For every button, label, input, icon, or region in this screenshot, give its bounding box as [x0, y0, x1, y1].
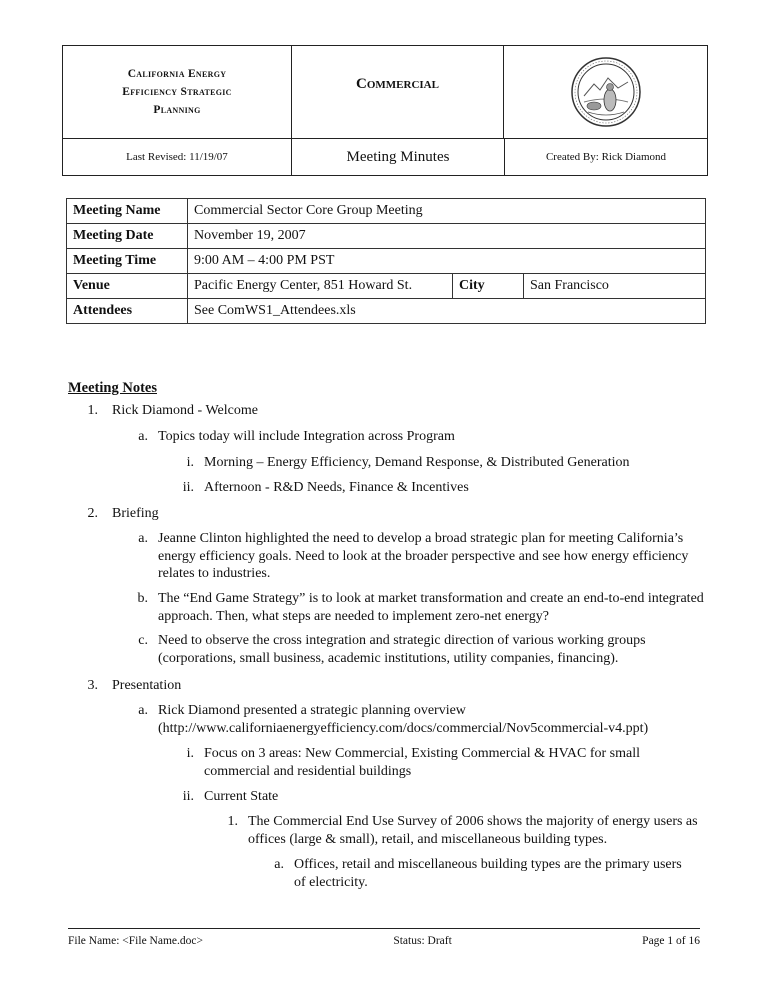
meeting-time-label: Meeting Time — [67, 249, 188, 274]
list-item-marker: 3. — [87, 678, 98, 693]
state-seal-icon — [570, 56, 642, 128]
list-item-marker: 1. — [227, 814, 238, 829]
footer-status: Status: Draft — [393, 935, 452, 947]
document-type: Meeting Minutes — [292, 139, 505, 175]
footer-file-name: File Name: <File Name.doc> — [68, 935, 203, 947]
table-row — [67, 299, 706, 324]
list-item: Rick Diamond - Welcome — [112, 403, 258, 418]
sector-title: Commercial — [292, 46, 504, 138]
venue-value: Pacific Energy Center, 851 Howard St. — [188, 274, 453, 299]
list-item-marker: b. — [137, 591, 148, 606]
list-item: The “End Game Strategy” is to look at market transformation and create an end-to-end integrated approach. Then, what steps are needed to implement zero-net energy? — [158, 591, 704, 624]
list-item: Presentation — [112, 678, 182, 693]
seal-cell — [504, 46, 707, 138]
list-item-marker: 2. — [87, 506, 98, 521]
list-item: Need to observe the cross integration and strategic direction of various working groups (corporations, small business, academic institutions, utility companies, financing). — [158, 633, 646, 666]
venue-label: Venue — [67, 274, 188, 299]
list-item-marker: a. — [138, 429, 148, 444]
list-item-marker: c. — [138, 633, 148, 648]
document-header — [62, 45, 708, 176]
meeting-name-label: Meeting Name — [67, 199, 188, 224]
list-item-marker: a. — [274, 857, 284, 872]
list-item: Current State — [204, 789, 279, 804]
table-row — [67, 274, 706, 299]
table-row — [67, 249, 706, 274]
meeting-notes — [68, 380, 708, 398]
last-revised: Last Revised: 11/19/07 — [63, 139, 292, 175]
meeting-date-label: Meeting Date — [67, 224, 188, 249]
list-item-marker: ii. — [182, 789, 194, 804]
list-item: Offices, retail and miscellaneous building types are the primary users of electricity. — [294, 857, 682, 890]
organization-title: California Energy Efficiency Strategic Planning — [63, 46, 292, 138]
table-row — [67, 224, 706, 249]
meeting-info-table — [66, 198, 706, 324]
list-item: Briefing — [112, 506, 159, 521]
list-item: Jeanne Clinton highlighted the need to develop a broad strategic plan for meeting California’s energy efficiency goals. Need to look at the broader perspective and see how energy efficiency relates to industries. — [158, 531, 689, 581]
attendees-label: Attendees — [67, 299, 188, 324]
created-by: Created By: Rick Diamond — [545, 151, 667, 163]
attendees-value: See ComWS1_Attendees.xls — [188, 299, 706, 324]
list-item-marker: a. — [138, 703, 148, 718]
notes-heading: Meeting Notes — [68, 380, 157, 396]
city-value: San Francisco — [524, 274, 706, 299]
list-item-marker: ii. — [182, 480, 194, 495]
list-item: The Commercial End Use Survey of 2006 shows the majority of energy users as offices (large & small), retail, and miscellaneous building types. — [248, 814, 698, 847]
list-item: Rick Diamond presented a strategic planning overview (http://www.californiaenergyefficiency.com/docs/commercial/Nov5commercial-v4.ppt) — [158, 703, 649, 736]
list-item: Morning – Energy Efficiency, Demand Response, & Distributed Generation — [204, 455, 630, 470]
meeting-date-value: November 19, 2007 — [188, 224, 706, 249]
table-row — [67, 199, 706, 224]
meeting-name-value: Commercial Sector Core Group Meeting — [188, 199, 706, 224]
list-item: Focus on 3 areas: New Commercial, Existing Commercial & HVAC for small commercial and residential buildings — [204, 746, 641, 779]
list-item: Afternoon - R&D Needs, Finance & Incentives — [204, 480, 469, 495]
footer-page-number: Page 1 of 16 — [642, 935, 700, 947]
list-item-marker: a. — [138, 531, 148, 546]
list-item: Topics today will include Integration across Program — [158, 429, 455, 444]
list-item-marker: i. — [186, 746, 194, 761]
list-item-marker: i. — [186, 455, 194, 470]
city-label: City — [453, 274, 524, 299]
list-item-marker: 1. — [87, 403, 98, 418]
page-footer — [68, 928, 700, 947]
meeting-time-value: 9:00 AM – 4:00 PM PST — [188, 249, 706, 274]
